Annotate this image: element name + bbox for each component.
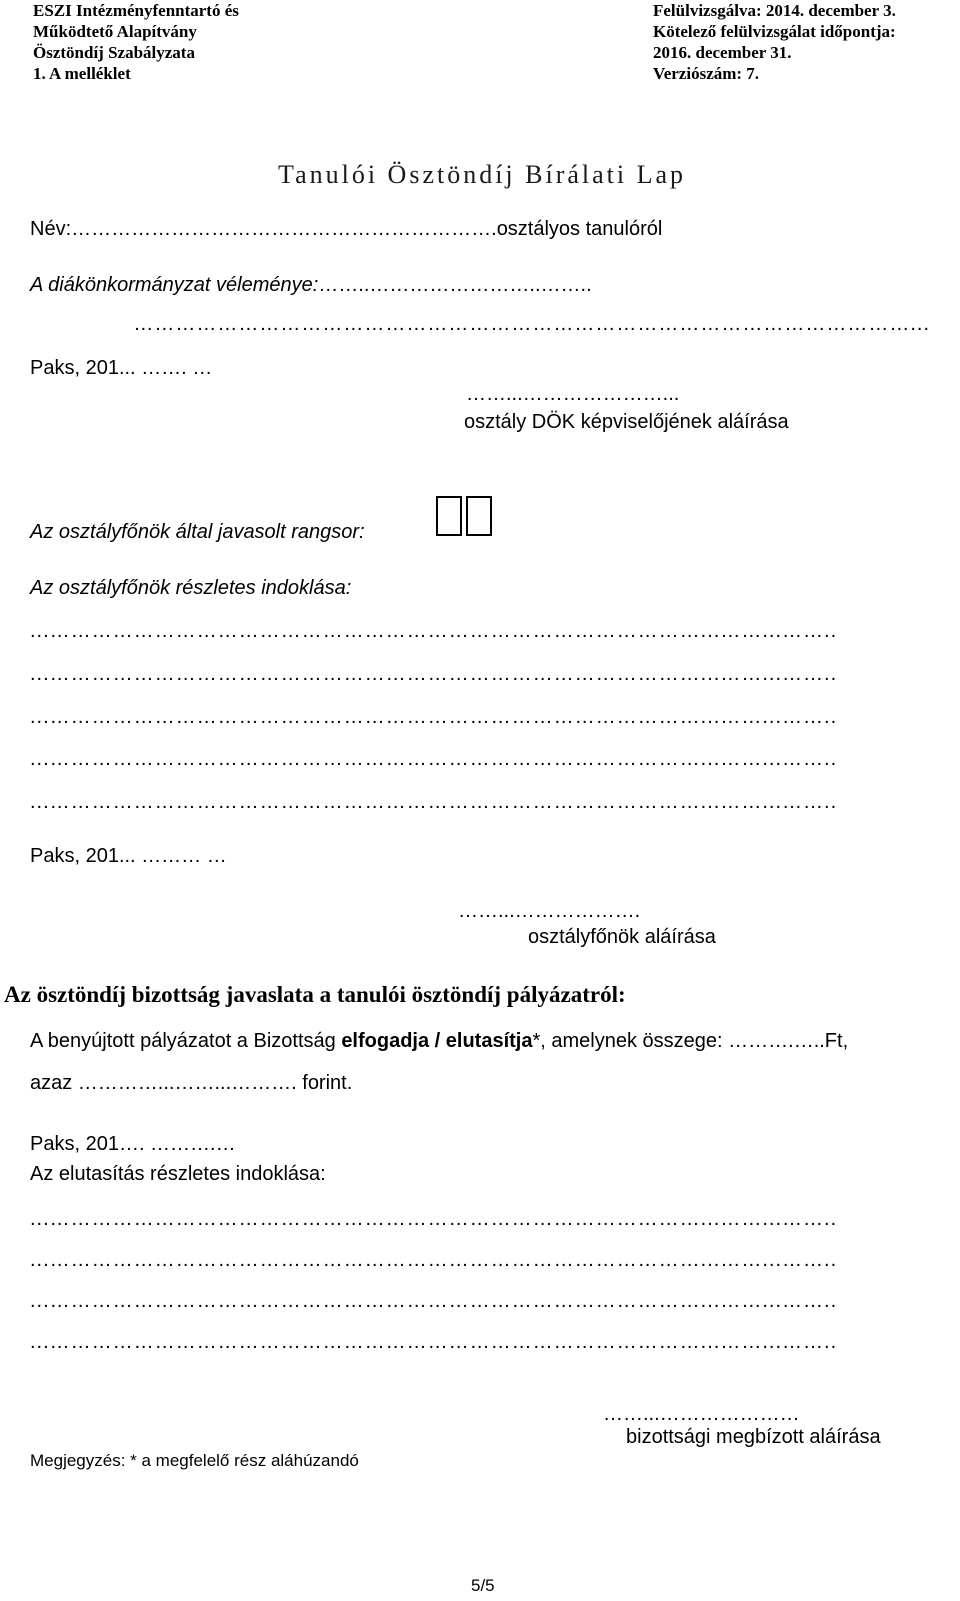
teacher-dot-line: ...…………………………………………………………………………………...……...…….. (30, 706, 838, 728)
name-line (30, 217, 940, 241)
committee-amount-line: azaz …………...……...………. forint. (30, 1072, 353, 1094)
committee-sentence (30, 1029, 940, 1053)
name-label: Név: (30, 218, 72, 240)
committee-sign-dots: ……...………………… (603, 1403, 800, 1425)
reject-dot-line: ...…………………………………………………………………………………...……...…….. (30, 1290, 838, 1312)
teacher-sign-dots: ……...………………. (458, 900, 641, 922)
teacher-dot-line: ...…………………………………………………………………………………...……...…….. (30, 663, 838, 685)
teacher-rank-label: Az osztályfőnök által javasolt rangsor: (30, 521, 365, 543)
reject-justification-label: Az elutasítás részletes indoklása: (30, 1163, 326, 1185)
page-number: 5/5 (471, 1576, 495, 1595)
committee-heading: Az ösztöndíj bizottság javaslata a tanulói ösztöndíj pályázatról: (4, 982, 626, 1007)
committee-sentence-end: *, amelynek összege: ……….…..Ft, (532, 1030, 849, 1052)
teacher-justification-label: Az osztályfőnök részletes indoklása: (30, 577, 352, 599)
committee-sign-caption: bizottsági megbízott aláírása (626, 1426, 881, 1448)
header-left (33, 0, 239, 84)
committee-sentence-start: A benyújtott pályázatot a Bizottság (30, 1030, 342, 1052)
header-right-line-2: Kötelező felülvizsgálat időpontja: (653, 22, 896, 41)
dok-opinion-label: A diákönkormányzat véleménye: (30, 274, 319, 296)
reject-dot-line: ...…………………………………………………………………………………...……...…….. (30, 1208, 838, 1230)
header-right-line-4: Verziószám: 7. (653, 64, 760, 83)
footnote: Megjegyzés: * a megfelelő rész aláhúzandó (30, 1451, 359, 1470)
dok-opinion-line (30, 273, 592, 297)
header-left-line-3: Ösztöndíj Szabályzata (33, 43, 195, 62)
dok-opinion-dots: ……..……………………..…….. (318, 274, 592, 296)
dok-place-date: Paks, 201... ……. … (30, 357, 213, 379)
teacher-place-date: Paks, 201... ……… … (30, 845, 227, 867)
committee-decision: elfogadja / elutasítja (341, 1030, 533, 1052)
reject-dot-line: ...…………………………………………………………………………………...……...…….. (30, 1331, 838, 1353)
header-right (653, 0, 896, 84)
name-dots: ………………………………………………………. (71, 218, 497, 240)
committee-place-date: Paks, 201…. ……….… (30, 1133, 236, 1155)
teacher-dot-line: ...…………………………………………………………………………………...……...…….. (30, 748, 838, 770)
rank-box-2[interactable] (466, 496, 492, 536)
dok-opinion-dots-line-2: …………………………………………………………………………………………………... (133, 313, 930, 335)
teacher-sign-caption: osztályfőnök aláírása (528, 926, 716, 948)
rank-box-1[interactable] (436, 496, 462, 536)
dok-sign-dots: ……...…………………... (466, 383, 680, 405)
header-left-line-2: Működtető Alapítvány (33, 22, 197, 41)
reject-dot-line: ...…………………………………………………………………………………...……...…….. (30, 1249, 838, 1271)
name-suffix: osztályos tanulóról (496, 218, 663, 240)
header-right-line-1: Felülvizsgálva: 2014. december 3. (653, 1, 896, 20)
header-left-line-1: ESZI Intézményfenntartó és (33, 1, 239, 20)
form-title: Tanulói Ösztöndíj Bírálati Lap (278, 160, 687, 189)
dok-sign-caption: osztály DÖK képviselőjének aláírása (464, 411, 789, 433)
teacher-dot-line: ...…………………………………………………………………………………...……...…….. (30, 620, 838, 642)
teacher-dot-line: ...…………………………………………………………………………………...……...…….. (30, 791, 838, 813)
header-right-line-3: 2016. december 31. (653, 43, 792, 62)
header-left-line-4: 1. A melléklet (33, 64, 131, 83)
